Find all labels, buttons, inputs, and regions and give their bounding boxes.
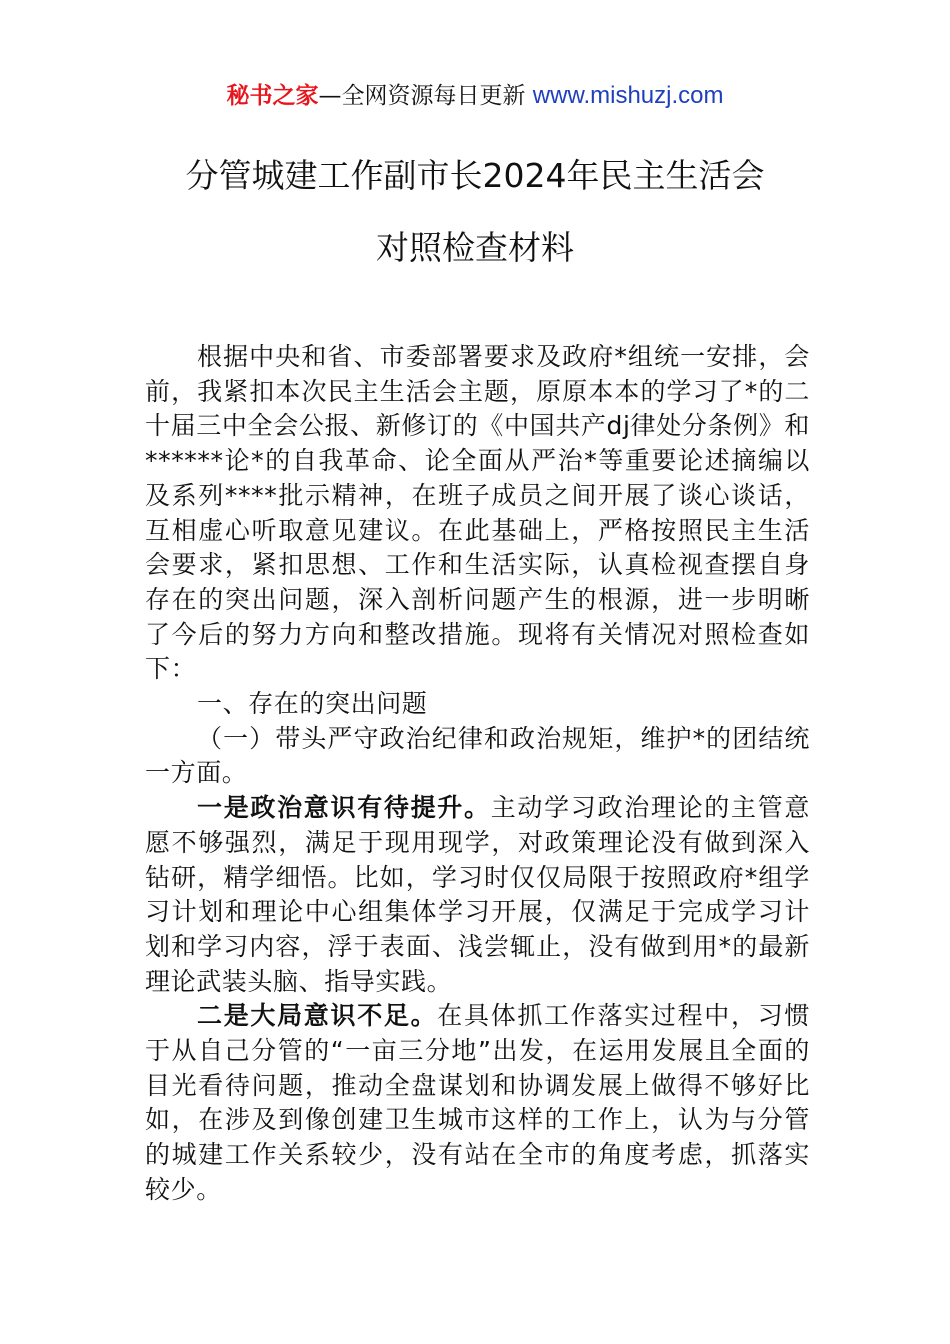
site-url-link[interactable]: www.mishuzj.com [532,82,724,109]
point-1-text: 主动学习政治理论的主管意愿不够强烈，满足于现用现学，对政策理论没有做到深入钻研，精学细悟。比如，学习时仅仅局限于按照政府*组学习计划和理论中心组集体学习开展，仅满足于完成学习计划和学习内容，浮于表面、浅尝辄止，没有做到用*的最新理论武装头脑、指导实践。 [145,793,810,996]
point-paragraph-2 [145,999,810,1207]
section-heading: 一、存在的突出问题 [197,689,428,719]
title-line-1: 分管城建工作副市长2024年民主生活会 [185,156,765,195]
title-line-2: 对照检查材料 [376,228,574,267]
point-paragraph-1 [145,791,810,999]
site-tagline: —全网资源每日更新 [318,83,526,109]
site-brand-name: 秘书之家 [226,83,319,109]
site-header-banner [0,80,950,112]
subsection-heading: （一）带头严守政治纪律和政治规矩，维护*的团结统一方面。 [145,723,810,788]
point-1-lead: 一是政治意识有待提升。 [197,793,491,823]
document-title [0,150,950,273]
intro-paragraph: 根据中央和省、市委部署要求及政府*组统一安排，会前，我紧扣本次民主生活会主题，原原本本的学习了*的二十届三中全会公报、新修订的《中国共产dj律处分条例》和******论*的自我革命、论全面从严治*等重要论述摘编以及系列****批示精神，在班子成员之间开展了谈心谈话，互相虚心听取意见建议。在此基础上，严格按照民主生活会要求，紧扣思想、工作和生活实际，认真检视查摆自身存在的突出问题，深入剖析问题产生的根源，进一步明晰了今后的努力方向和整改措施。现将有关情况对照检查如下： [145,342,810,684]
document-body [145,340,810,1208]
point-2-text: 在具体抓工作落实过程中，习惯于从自己分管的“一亩三分地”出发，在运用发展且全面的目光看待问题，推动全盘谋划和协调发展上做得不够好比如，在涉及到像创建卫生城市这样的工作上，认为与分管的城建工作关系较少，没有站在全市的角度考虑，抓落实较少。 [145,1001,810,1204]
point-2-lead: 二是大局意识不足。 [197,1001,438,1031]
